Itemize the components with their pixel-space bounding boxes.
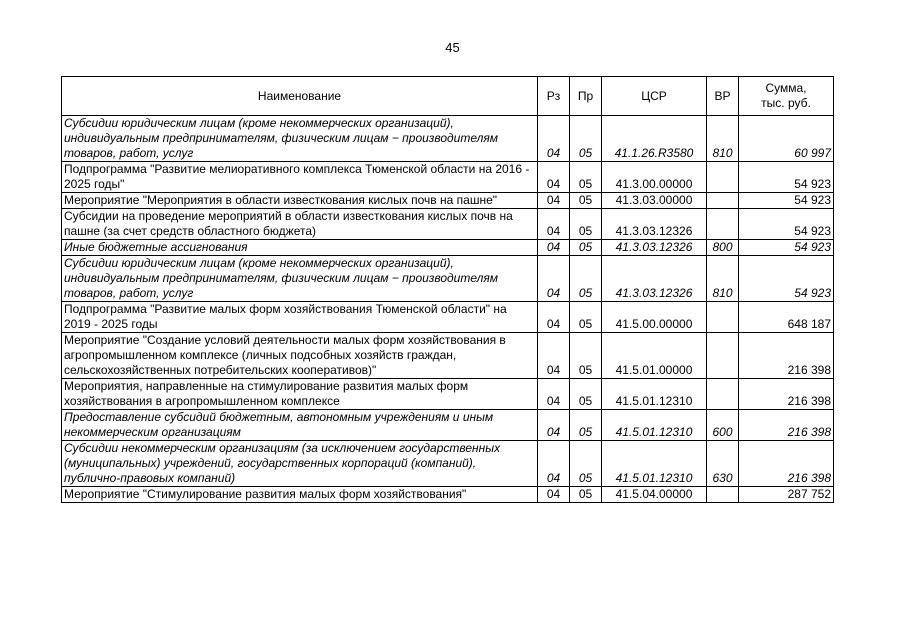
cell-vr: [707, 302, 739, 333]
cell-sum: 54 923: [739, 162, 834, 193]
cell-vr: 810: [707, 256, 739, 302]
cell-sum: 648 187: [739, 302, 834, 333]
page-number: 45: [445, 40, 460, 55]
cell-rz: 04: [538, 379, 570, 410]
cell-vr: 810: [707, 116, 739, 162]
cell-name: Предоставление субсидий бюджетным, автономным учреждениям и иным некоммерческим организациям: [62, 410, 538, 441]
cell-name: Субсидии некоммерческим организациям (за исключением государственных (муниципальных) учреждений, государственных корпораций (компаний), публично-правовых компаний): [62, 441, 538, 487]
table-row: [62, 379, 834, 410]
cell-rz: 04: [538, 487, 570, 503]
cell-csr: 41.3.03.12326: [602, 240, 707, 256]
cell-sum: 54 923: [739, 240, 834, 256]
cell-csr: 41.3.03.00000: [602, 193, 707, 209]
cell-pr: 05: [570, 302, 602, 333]
cell-name: Мероприятие "Мероприятия в области известкования кислых почв на пашне": [62, 193, 538, 209]
cell-sum: 54 923: [739, 256, 834, 302]
cell-pr: 05: [570, 379, 602, 410]
cell-name: Мероприятие "Создание условий деятельности малых форм хозяйствования в агропромышленном комплексе (личных подсобных хозяйств граждан, сельскохозяйственных потребительских кооперативов)": [62, 333, 538, 379]
cell-rz: 04: [538, 441, 570, 487]
cell-pr: 05: [570, 240, 602, 256]
cell-pr: 05: [570, 333, 602, 379]
budget-table: [61, 76, 834, 503]
cell-csr: 41.3.03.12326: [602, 256, 707, 302]
cell-csr: 41.1.26.R3580: [602, 116, 707, 162]
cell-csr: 41.3.03.12326: [602, 209, 707, 240]
cell-sum: 216 398: [739, 333, 834, 379]
cell-rz: 04: [538, 333, 570, 379]
cell-pr: 05: [570, 441, 602, 487]
cell-csr: 41.5.01.12310: [602, 441, 707, 487]
cell-vr: [707, 193, 739, 209]
cell-sum: 216 398: [739, 441, 834, 487]
cell-vr: [707, 209, 739, 240]
cell-name: Подпрограмма "Развитие мелиоративного комплекса Тюменской области на 2016 - 2025 годы": [62, 162, 538, 193]
cell-vr: 630: [707, 441, 739, 487]
cell-name: Субсидии юридическим лицам (кроме некоммерческих организаций), индивидуальным предпринимателям, физическим лицам − производителям товаров, работ, услуг: [62, 116, 538, 162]
table-row: [62, 410, 834, 441]
header-csr: ЦСР: [602, 77, 707, 116]
cell-pr: 05: [570, 487, 602, 503]
table-row: [62, 333, 834, 379]
cell-rz: 04: [538, 240, 570, 256]
cell-pr: 05: [570, 193, 602, 209]
cell-vr: 600: [707, 410, 739, 441]
cell-vr: [707, 162, 739, 193]
cell-sum: 287 752: [739, 487, 834, 503]
cell-csr: 41.5.01.12310: [602, 410, 707, 441]
cell-sum: 216 398: [739, 410, 834, 441]
cell-vr: [707, 379, 739, 410]
cell-sum: 216 398: [739, 379, 834, 410]
cell-rz: 04: [538, 302, 570, 333]
cell-rz: 04: [538, 410, 570, 441]
cell-rz: 04: [538, 116, 570, 162]
cell-rz: 04: [538, 209, 570, 240]
cell-csr: 41.5.01.12310: [602, 379, 707, 410]
header-sum-line1: Сумма,: [765, 81, 807, 95]
cell-name: Мероприятия, направленные на стимулирование развития малых форм хозяйствования в агропромышленном комплексе: [62, 379, 538, 410]
cell-csr: 41.5.00.00000: [602, 302, 707, 333]
header-pr: Пр: [570, 77, 602, 116]
cell-vr: 800: [707, 240, 739, 256]
cell-name: Субсидии на проведение мероприятий в области известкования кислых почв на пашне (за счет средств областного бюджета): [62, 209, 538, 240]
table-row: [62, 441, 834, 487]
cell-vr: [707, 333, 739, 379]
cell-rz: 04: [538, 193, 570, 209]
cell-pr: 05: [570, 209, 602, 240]
cell-name: Мероприятие "Стимулирование развития малых форм хозяйствования": [62, 487, 538, 503]
table-row: [62, 209, 834, 240]
table-row: [62, 193, 834, 209]
header-sum-line2: тыс. руб.: [761, 96, 811, 110]
cell-csr: 41.5.04.00000: [602, 487, 707, 503]
header-name: Наименование: [62, 77, 538, 116]
table-row: [62, 256, 834, 302]
table-header-row: [62, 77, 834, 116]
cell-sum: 54 923: [739, 193, 834, 209]
cell-csr: 41.5.01.00000: [602, 333, 707, 379]
header-rz: Рз: [538, 77, 570, 116]
cell-pr: 05: [570, 116, 602, 162]
table-row: [62, 240, 834, 256]
table-row: [62, 116, 834, 162]
cell-pr: 05: [570, 162, 602, 193]
header-vr: ВР: [707, 77, 739, 116]
cell-vr: [707, 487, 739, 503]
cell-pr: 05: [570, 410, 602, 441]
cell-sum: 60 997: [739, 116, 834, 162]
cell-name: Иные бюджетные ассигнования: [62, 240, 538, 256]
table-row: [62, 162, 834, 193]
cell-name: Субсидии юридическим лицам (кроме некоммерческих организаций), индивидуальным предпринимателям, физическим лицам − производителям товаров, работ, услуг: [62, 256, 538, 302]
cell-pr: 05: [570, 256, 602, 302]
table-row: [62, 302, 834, 333]
cell-rz: 04: [538, 162, 570, 193]
cell-csr: 41.3.00.00000: [602, 162, 707, 193]
table-row: [62, 487, 834, 503]
header-sum: [739, 77, 834, 116]
cell-rz: 04: [538, 256, 570, 302]
cell-sum: 54 923: [739, 209, 834, 240]
cell-name: Подпрограмма "Развитие малых форм хозяйствования Тюменской области" на 2019 - 2025 годы: [62, 302, 538, 333]
